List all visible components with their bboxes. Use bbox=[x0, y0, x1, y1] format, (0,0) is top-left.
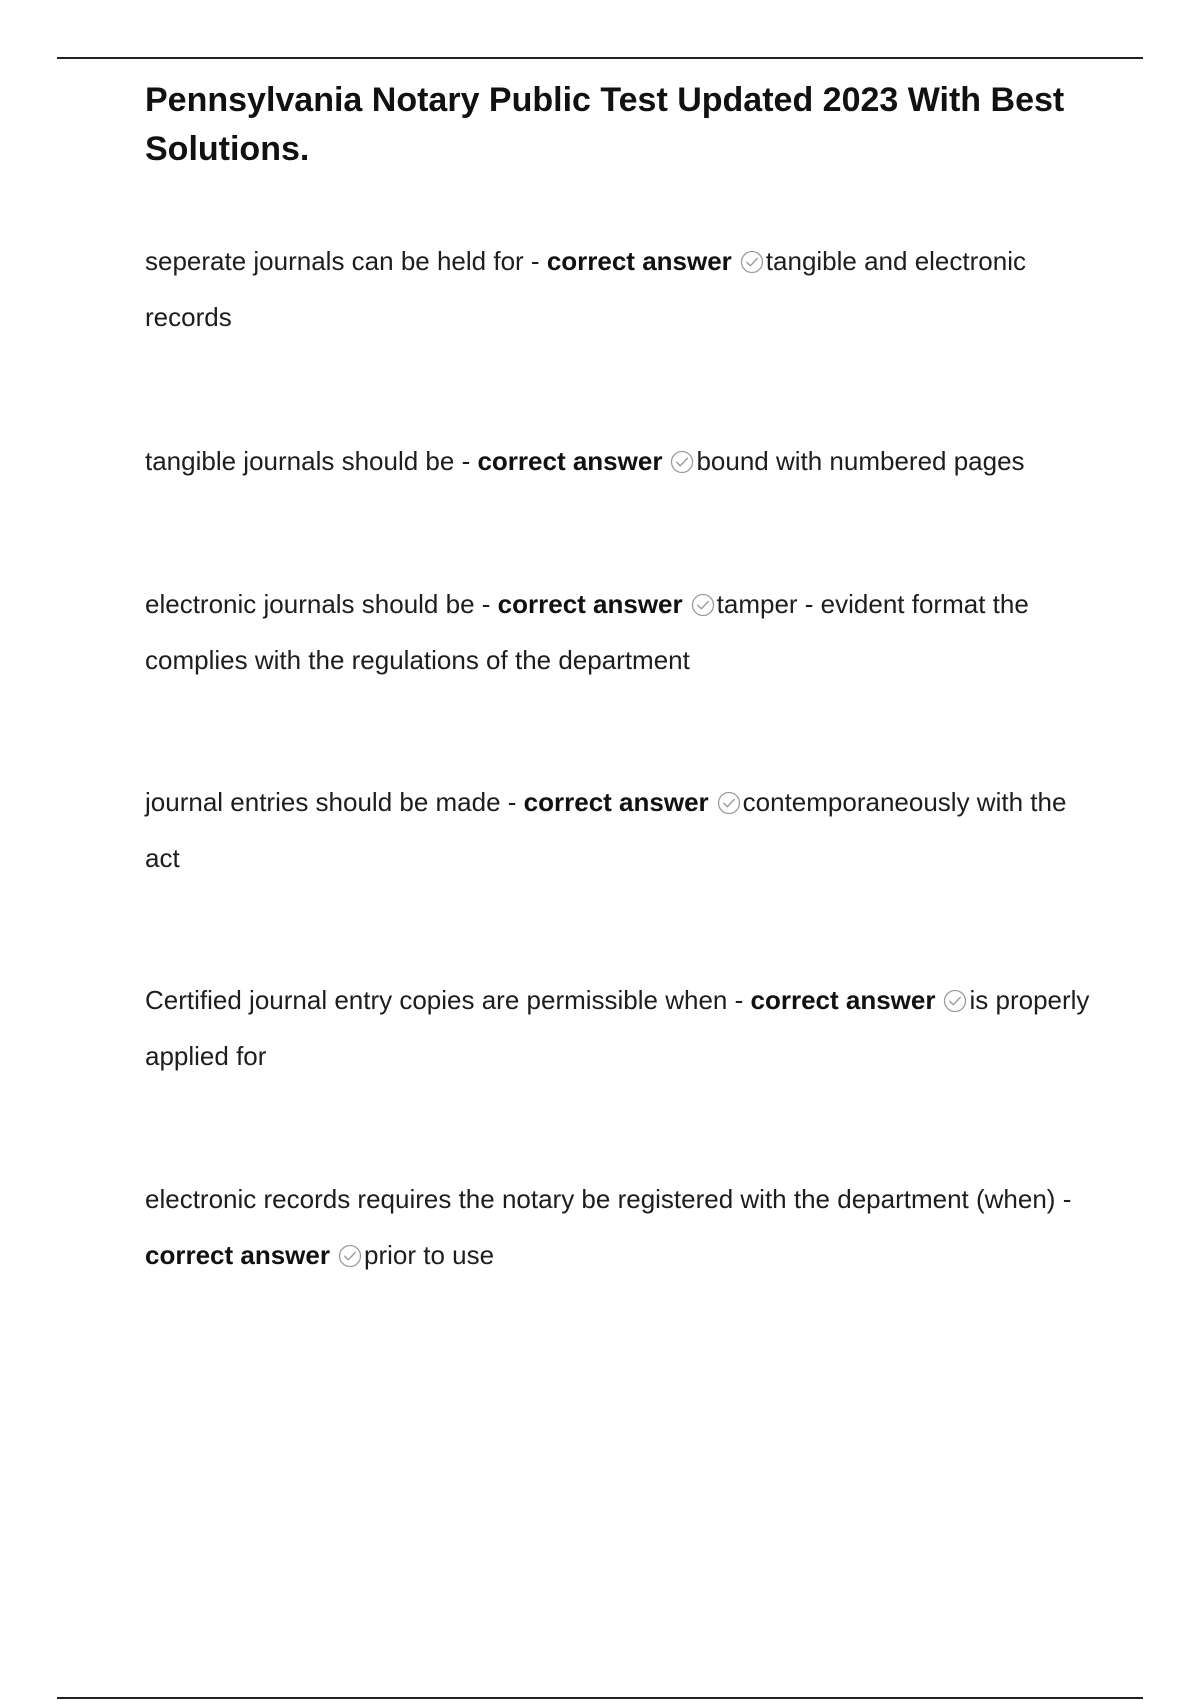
answer-text: is properly applied for bbox=[145, 985, 1090, 1071]
answer-text: tangible and electronic records bbox=[145, 246, 1026, 332]
qa-item bbox=[145, 774, 1090, 886]
answer-text: tamper - evident format the complies with the regulations of the department bbox=[145, 589, 1029, 675]
check-circle-icon bbox=[717, 791, 741, 815]
answer-text: bound with numbered pages bbox=[696, 446, 1025, 476]
qa-item bbox=[145, 433, 1090, 489]
bottom-divider bbox=[57, 1697, 1143, 1699]
check-circle-icon bbox=[691, 593, 715, 617]
answer-text: contemporaneously with the act bbox=[145, 787, 1067, 873]
check-circle-icon bbox=[740, 250, 764, 274]
separator: - bbox=[474, 589, 498, 619]
separator: - bbox=[1055, 1184, 1072, 1214]
check-circle-icon bbox=[338, 1244, 362, 1268]
answer-label: correct answer bbox=[750, 985, 936, 1015]
question-text: tangible journals should be bbox=[145, 446, 455, 476]
answer-text: prior to use bbox=[363, 1240, 495, 1270]
top-divider bbox=[57, 57, 1143, 59]
question-text: Certified journal entry copies are permissible when bbox=[145, 985, 728, 1015]
question-text: seperate journals can be held for bbox=[145, 246, 524, 276]
question-text: journal entries should be made bbox=[145, 787, 501, 817]
answer-label: correct answer bbox=[497, 589, 683, 619]
check-circle-icon bbox=[670, 450, 694, 474]
answer-label: correct answer bbox=[523, 787, 709, 817]
question-text: electronic journals should be bbox=[145, 589, 475, 619]
separator: - bbox=[454, 446, 478, 476]
qa-item bbox=[145, 233, 1090, 345]
qa-item bbox=[145, 1171, 1090, 1283]
separator: - bbox=[523, 246, 547, 276]
page-title: Pennsylvania Notary Public Test Updated 2023 With Best Solutions. bbox=[145, 81, 1065, 168]
answer-label: correct answer bbox=[145, 1240, 330, 1270]
check-circle-icon bbox=[943, 989, 967, 1013]
answer-label: correct answer bbox=[477, 446, 663, 476]
question-text: electronic records requires the notary be registered with the department (when) bbox=[145, 1184, 1056, 1214]
qa-item bbox=[145, 576, 1090, 688]
qa-item bbox=[145, 972, 1090, 1084]
answer-label: correct answer bbox=[546, 246, 732, 276]
separator: - bbox=[727, 985, 751, 1015]
separator: - bbox=[500, 787, 524, 817]
